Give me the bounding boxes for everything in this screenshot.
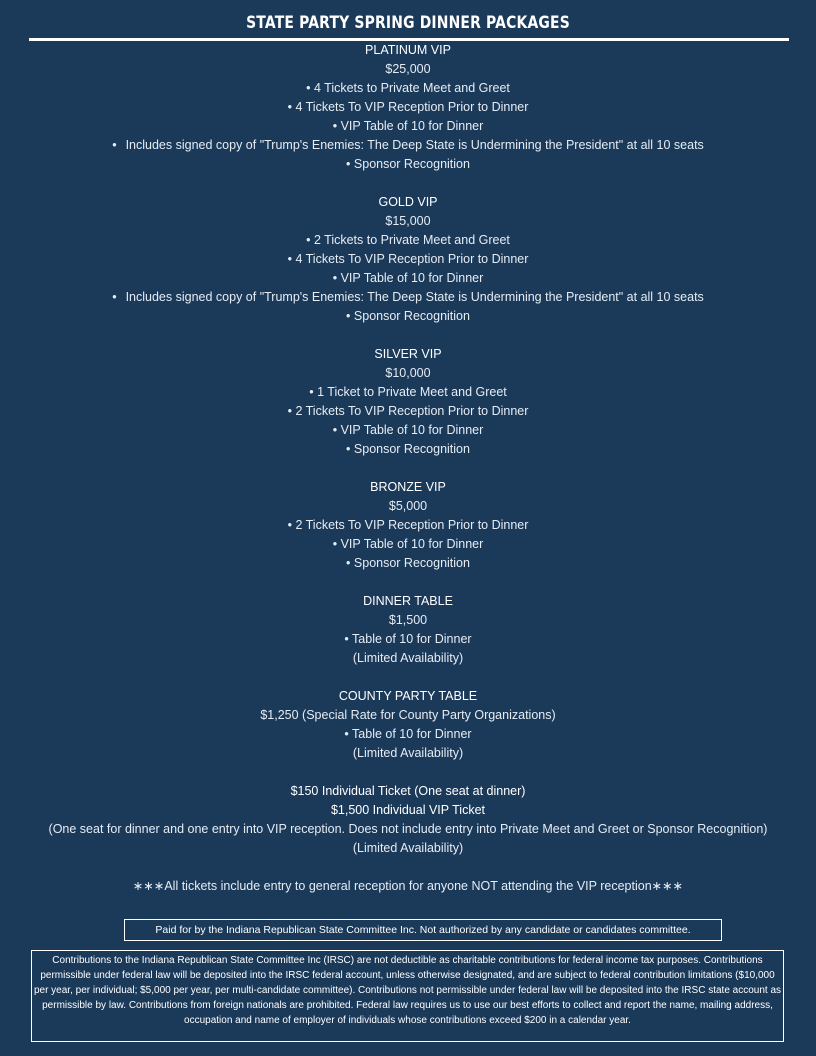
package-price: $15,000 [385, 214, 431, 228]
package-county-party-table [0, 687, 816, 763]
package-item: • Table of 10 for Dinner [344, 727, 472, 741]
package-item: • VIP Table of 10 for Dinner [332, 423, 484, 437]
package-item: • 2 Tickets To VIP Reception Prior to Dinner [287, 404, 529, 418]
package-price: $1,250 (Special Rate for County Party Organizations) [260, 708, 556, 722]
individual-vip-description: (One seat for dinner and one entry into VIP reception. Does not include entry into Private Meet and Greet or Sponsor Recognition) [48, 822, 768, 836]
package-item: • Includes signed copy of "Trump's Enemies: The Deep State is Undermining the President" at all 10 seats [112, 138, 704, 152]
package-item: • Sponsor Recognition [346, 309, 470, 323]
package-item: • 2 Tickets To VIP Reception Prior to Dinner [287, 518, 529, 532]
contribution-disclaimer: Contributions to the Indiana Republican State Committee Inc (IRSC) are not deductible as charitable contributions for federal income tax purposes. Contributions permissible under federal law will be deposited into the IRSC federal account, unless otherwise designated, and are subject to federal contribution limitations ($10,000 per year, per individual; $5,000 per year, per multi-candidate committee). Contributions not permissible under federal law will be deposited into the IRSC state account as permissible by law. Contributions from foreign nationals are prohibited. Federal law requires us to use our best efforts to collect and report the name, mailing address, occupation and name of employer of individuals whose contributions exceed $200 in a calendar year. [31, 950, 784, 1042]
package-item: • VIP Table of 10 for Dinner [332, 119, 484, 133]
package-dinner-table [0, 592, 816, 668]
package-item: • Sponsor Recognition [346, 556, 470, 570]
package-name: DINNER TABLE [363, 594, 453, 608]
package-platinum [0, 41, 816, 174]
individual-vip-ticket: $1,500 Individual VIP Ticket [330, 803, 486, 817]
individual-note: (Limited Availability) [352, 841, 464, 855]
package-note: (Limited Availability) [352, 651, 464, 665]
package-item: • 4 Tickets to Private Meet and Greet [306, 81, 510, 95]
paid-for-notice: Paid for by the Indiana Republican State Committee Inc. Not authorized by any candidate or candidates committee. [124, 919, 722, 941]
package-name: SILVER VIP [374, 347, 442, 361]
individual-ticket: $150 Individual Ticket (One seat at dinner) [290, 784, 526, 798]
package-item: • 2 Tickets to Private Meet and Greet [306, 233, 510, 247]
package-name: BRONZE VIP [370, 480, 446, 494]
package-silver [0, 345, 816, 459]
package-price: $10,000 [385, 366, 431, 380]
package-item: • Sponsor Recognition [346, 157, 470, 171]
package-item: • VIP Table of 10 for Dinner [332, 537, 484, 551]
package-note: (Limited Availability) [352, 746, 464, 760]
package-item: • 4 Tickets To VIP Reception Prior to Dinner [287, 252, 529, 266]
individual-tickets [0, 782, 816, 858]
package-name: PLATINUM VIP [365, 43, 451, 57]
package-gold [0, 193, 816, 326]
general-reception-note: ∗∗∗All tickets include entry to general reception for anyone NOT attending the VIP reception∗∗∗ [132, 879, 684, 893]
asterisks-icon: ∗∗∗ [132, 879, 165, 893]
package-item: • Sponsor Recognition [346, 442, 470, 456]
asterisks-icon: ∗∗∗ [651, 879, 684, 893]
package-price: $5,000 [388, 499, 428, 513]
package-item: • VIP Table of 10 for Dinner [332, 271, 484, 285]
package-item: • 4 Tickets To VIP Reception Prior to Dinner [287, 100, 529, 114]
package-price: $1,500 [388, 613, 428, 627]
package-name: GOLD VIP [378, 195, 438, 209]
package-item: • 1 Ticket to Private Meet and Greet [309, 385, 507, 399]
package-price: $25,000 [385, 62, 431, 76]
packages-list [0, 41, 816, 896]
package-item: • Table of 10 for Dinner [344, 632, 472, 646]
page-title: STATE PARTY SPRING DINNER PACKAGES [246, 13, 570, 33]
package-bronze [0, 478, 816, 573]
package-item: • Includes signed copy of "Trump's Enemies: The Deep State is Undermining the President" at all 10 seats [112, 290, 704, 304]
package-name: COUNTY PARTY TABLE [338, 689, 478, 703]
